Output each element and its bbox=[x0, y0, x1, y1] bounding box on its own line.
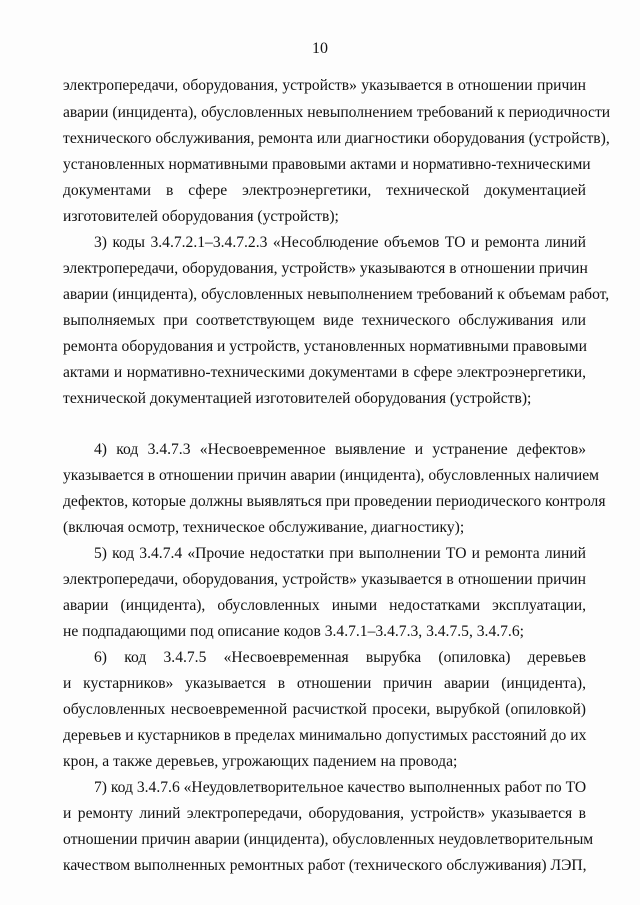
text-line: изготовителей оборудования (устройств); bbox=[63, 208, 339, 225]
paragraph-start: 4) код 3.4.7.3 «Несвоевременное выявление и устранение дефектов» bbox=[94, 441, 586, 458]
text-line: документами в сфере электроэнергетики, технической документацией bbox=[63, 182, 586, 199]
text-line: ремонта оборудования и устройств, установленных нормативными правовыми bbox=[63, 338, 587, 355]
text-line: аварии (инцидента), обусловленных невыполнением требований к периодичности bbox=[63, 104, 611, 121]
text-line: электропередачи, оборудования, устройств» указываются в отношении причин bbox=[63, 260, 588, 277]
text-line: обусловленных несвоевременной расчисткой просеки, вырубкой (опиловкой) bbox=[63, 701, 586, 718]
text-line: качеством выполненных ремонтных работ (технического обслуживания) ЛЭП, bbox=[63, 857, 587, 874]
paragraph-start: 3) коды 3.4.7.2.1–3.4.7.2.3 «Несоблюдение объемов ТО и ремонта линий bbox=[94, 234, 586, 251]
text-line: аварии (инцидента), обусловленных иными недостатками эксплуатации, bbox=[63, 597, 586, 614]
text-line: отношении причин аварии (инцидента), обусловленных неудовлетворительным bbox=[63, 831, 594, 848]
text-line: дефектов, которые должны выявляться при проведении периодического контроля bbox=[63, 493, 606, 510]
paragraph-start: 7) код 3.4.7.6 «Неудовлетворительное качество выполненных работ по ТО bbox=[94, 779, 587, 796]
text-line: технического обслуживания, ремонта или диагностики оборудования (устройств), bbox=[63, 130, 610, 147]
text-line: и ремонту линий электропередачи, оборудования, устройств» указывается в bbox=[63, 805, 586, 822]
text-line: электропередачи, оборудования, устройств» указывается в отношении причин bbox=[63, 571, 586, 588]
text-line: технической документацией изготовителей оборудования (устройств); bbox=[63, 390, 532, 407]
text-line: крон, а также деревьев, угрожающих падением на провода; bbox=[63, 753, 458, 770]
text-line: электропередачи, оборудования, устройств» указывается в отношении причин bbox=[63, 77, 586, 94]
text-line: не подпадающими под описание кодов 3.4.7.1–3.4.7.3, 3.4.7.5, 3.4.7.6; bbox=[63, 623, 524, 640]
text-line: аварии (инцидента), обусловленных невыполнением требований к объемам работ, bbox=[63, 286, 610, 303]
text-line: (включая осмотр, техническое обслуживание, диагностику); bbox=[63, 519, 465, 536]
paragraph-start: 5) код 3.4.7.4 «Прочие недостатки при выполнении ТО и ремонта линий bbox=[94, 545, 586, 562]
text-line: установленных нормативными правовыми актами и нормативно-техническими bbox=[63, 156, 591, 173]
text-line: выполняемых при соответствующем виде технического обслуживания или bbox=[63, 312, 586, 329]
text-line: актами и нормативно-техническими документами в сфере электроэнергетики, bbox=[63, 364, 586, 381]
paragraph-start: 6) код 3.4.7.5 «Несвоевременная вырубка (опиловка) деревьев bbox=[94, 649, 586, 666]
page-number: 10 bbox=[312, 40, 328, 57]
text-line: деревьев и кустарников в пределах минимально допустимых расстояний до их bbox=[63, 727, 587, 744]
text-line: и кустарников» указывается в отношении причин аварии (инцидента), bbox=[63, 675, 586, 692]
text-line: указывается в отношении причин аварии (инцидента), обусловленных наличием bbox=[63, 467, 600, 484]
